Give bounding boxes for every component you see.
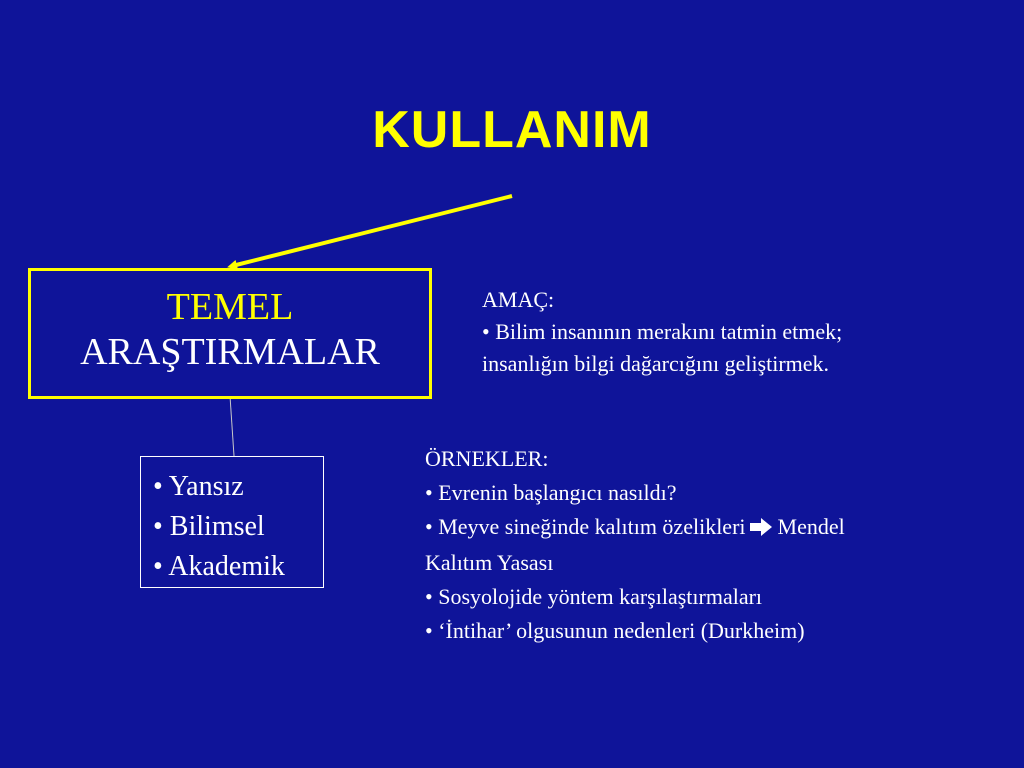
example-item: [425, 510, 1005, 546]
property-item: • Akademik: [153, 551, 285, 582]
examples-heading: ÖRNEKLER:: [425, 446, 549, 471]
main-concept-line1: TEMEL: [166, 286, 294, 328]
example-item: • Evrenin başlangıcı nasıldı?: [425, 480, 677, 505]
property-item: • Yansız: [153, 471, 244, 502]
main-concept-box: [28, 268, 432, 399]
examples-block: [425, 442, 1005, 648]
property-item: • Bilimsel: [153, 511, 265, 542]
purpose-line: insanlığın bilgi dağarcığını geliştirmek.: [482, 351, 830, 376]
example-item-text: • Meyve sineğinde kalıtım özelikleri: [425, 514, 746, 539]
title-to-box-arrow: [232, 196, 512, 266]
example-item: • Sosyolojide yöntem karşılaştırmaları: [425, 583, 763, 609]
example-item: • ‘İntihar’ olgusunun nedenleri (Durkheim): [425, 617, 805, 643]
example-item-continuation: Kalıtım Yasası: [425, 549, 554, 575]
purpose-heading: AMAÇ:: [482, 287, 555, 312]
main-concept-line2: ARAŞTIRMALAR: [80, 331, 380, 373]
properties-box: [140, 456, 324, 588]
box-to-properties-connector: [230, 396, 234, 456]
purpose-line: • Bilim insanının merakını tatmin etmek;: [482, 319, 843, 344]
example-item-text: Mendel: [777, 514, 845, 539]
slide-title: KULLANIM: [372, 101, 652, 159]
right-arrow-icon: [750, 512, 772, 546]
purpose-block: [482, 284, 1002, 380]
